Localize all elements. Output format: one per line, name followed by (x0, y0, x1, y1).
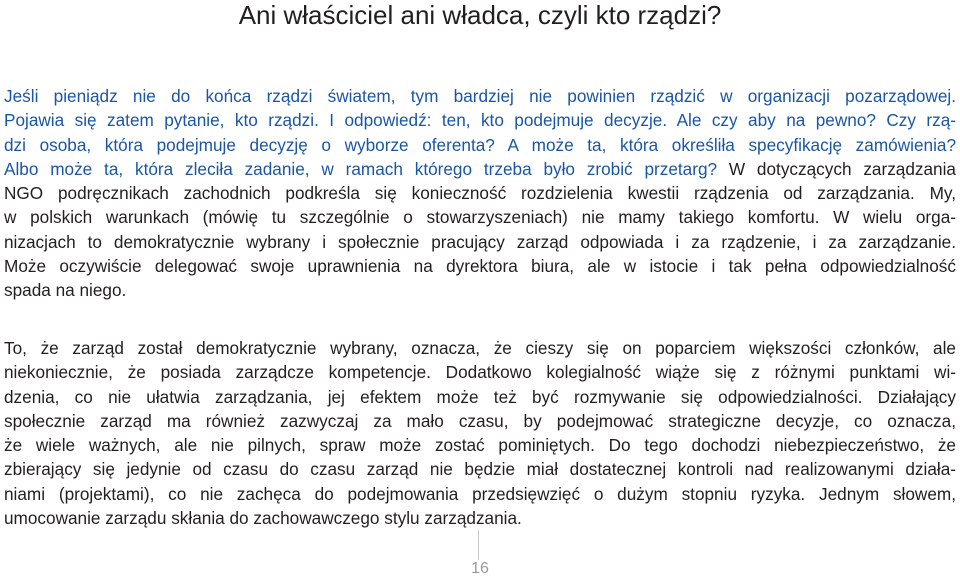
paragraph-2-line: że wiele ważnych, ale nie pilnych, spraw może zostać pominiętych. Do tego dochodzi niebezpieczeństwo, że (4, 435, 956, 456)
line-text: Pojawia się zatem pytanie, kto rządzi. I odpowiedź: ten, kto podejmuje decyzje. Ale czy aby na pewno? Czy rzą- (4, 110, 956, 131)
paragraph-2-line: społecznie zarząd ma również zazwyczaj za mało czasu, by podejmować strategiczne decyzje, co oznacza, (4, 410, 956, 431)
paragraph-1-line (4, 205, 956, 229)
paragraph-1-line (4, 181, 956, 205)
paragraph-2-line: umocowanie zarządu skłania do zachowawczego stylu zarządzania. (4, 508, 522, 529)
paragraph-1-line (4, 84, 956, 108)
line-text-accent: Albo może ta, która zleciła zadanie, w ramach którego trzeba było zrobić przetarg? (4, 158, 729, 179)
paragraph-2-line: niekoniecznie, że posiada zarządcze kompetencje. Dodatkowo kolegialność wiąże się z różnymi punktami wi- (4, 362, 956, 383)
page-number: 16 (465, 560, 495, 578)
line-text: dzi osoba, która podejmuje decyzję o wyborze oferenta? A może ta, która określiła specyfikację zamówienia? (4, 134, 956, 155)
paragraph-1-line (4, 230, 956, 254)
paragraph-2-line: zbierający się jedynie od czasu do czasu zarząd nie będzie miał dostatecznej kontroli nad realizowanymi działa- (4, 459, 956, 480)
line-text: NGO podręcznikach zachodnich podkreśla się konieczność rozdzielenia kwestii rządzenia od zarządzania. My, (4, 183, 956, 204)
line-text: nizacjach to demokratycznie wybrany i społecznie pracujący zarząd odpowiada i za rządzenie, i za zarządzanie. (4, 231, 956, 252)
page-title: Ani właściciel ani władca, czyli kto rządzi? (238, 0, 722, 30)
paragraph-1-line (4, 157, 956, 181)
line-text-plain: W dotyczących zarządzania (728, 158, 956, 179)
paragraph-2-line: To, że zarząd został demokratycznie wybrany, oznacza, że cieszy się on poparciem większości członków, ale (4, 338, 956, 358)
paragraph-1 (4, 84, 956, 303)
line-text: Może oczywiście delegować swoje uprawnienia na dyrektora biura, ale w istocie i tak pełna odpowiedzialność (4, 256, 956, 277)
paragraph-1-line (4, 133, 956, 157)
paragraph-2-line: niami (projektami), co nie zachęca do podejmowania przedsięwzięć o dużym stopniu ryzyka. Jednym słowem, (4, 483, 956, 504)
paragraph-2 (4, 336, 956, 530)
paragraph-2-line: dzenia, co nie ułatwia zarządzania, jej efektem może też być rozmywanie się odpowiedzialności. Działający (4, 386, 956, 407)
paragraph-1-line (4, 108, 956, 132)
line-text: Jeśli pieniądz nie do końca rządzi światem, tym bardziej nie powinien rządzić w organizacji pozarządowej. (4, 86, 956, 106)
paragraph-1-line (4, 278, 956, 302)
line-text: w polskich warunkach (mówię tu szczególnie o stowarzyszeniach) nie mamy takiego komfortu. W wielu orga- (4, 207, 956, 228)
paragraph-1-line (4, 254, 956, 278)
line-text: spada na niego. (4, 280, 127, 301)
